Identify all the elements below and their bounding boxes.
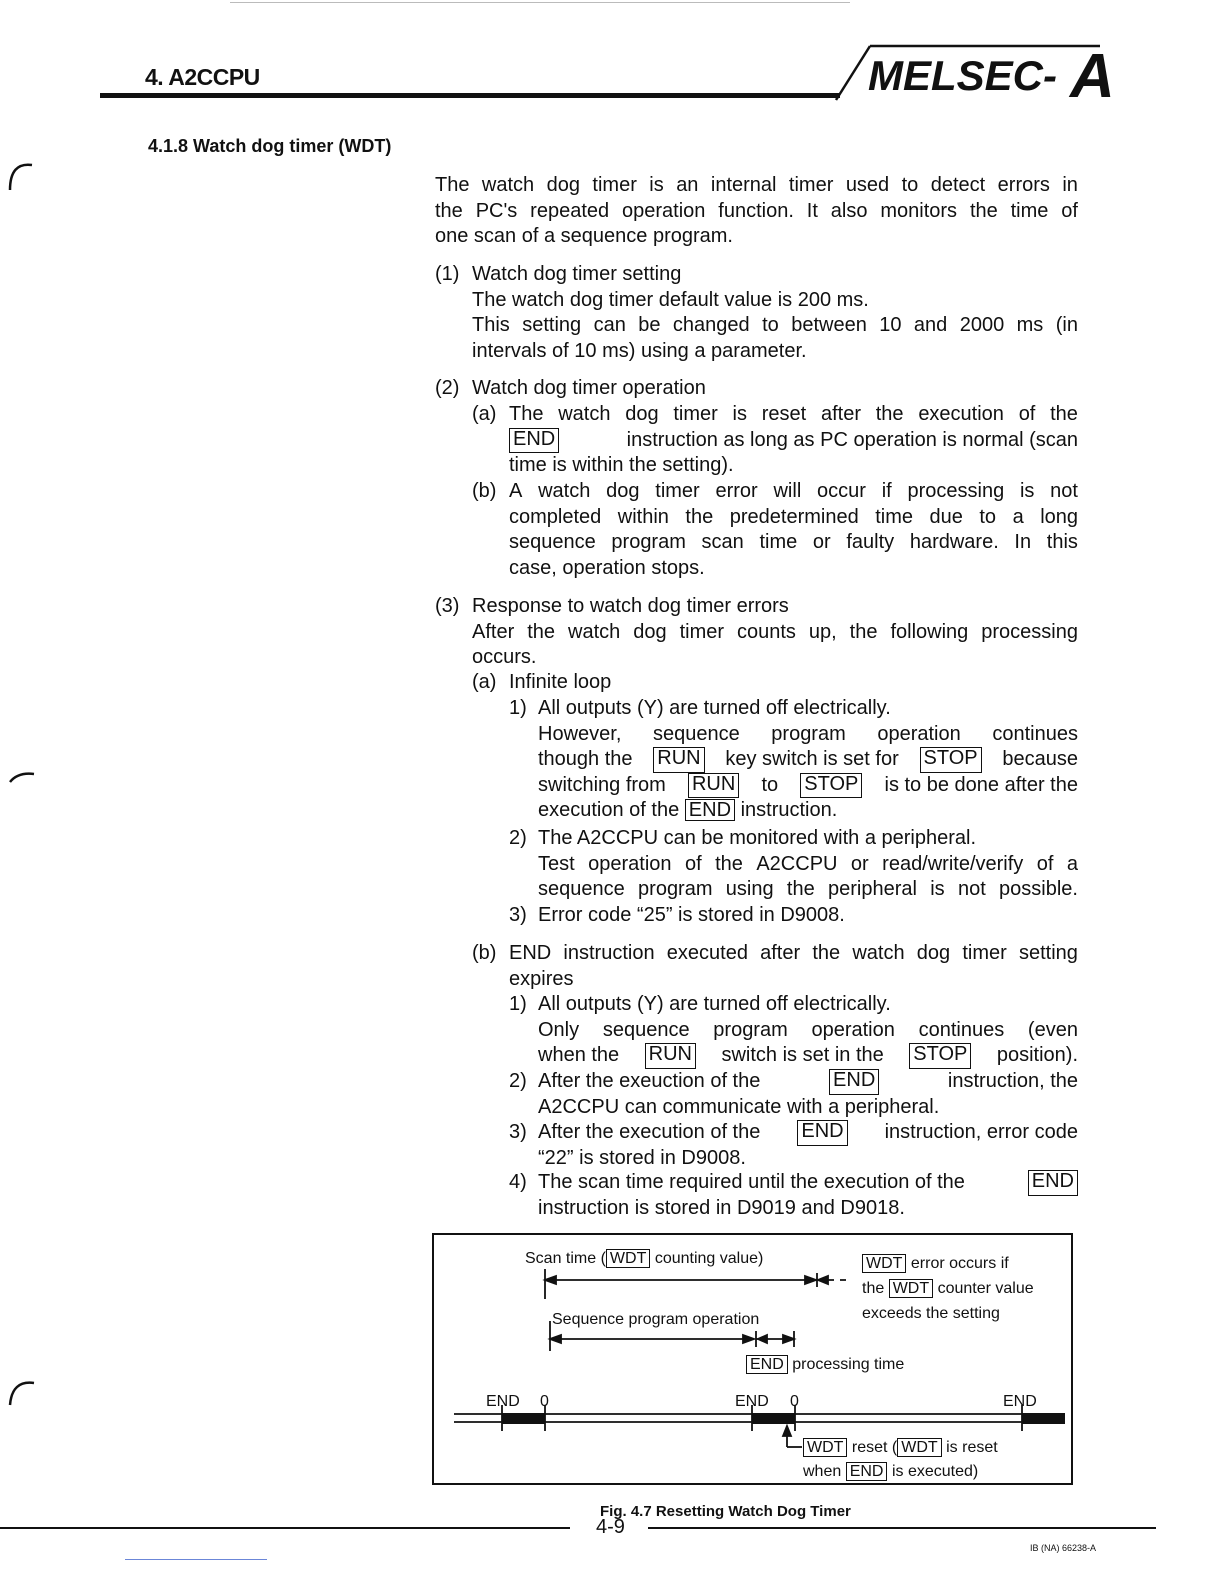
end-key-box: END: [685, 799, 735, 821]
item-3a-2-line: Test operation of the A2CCPU or read/write/verify of a: [538, 852, 1078, 875]
item-3-number: (3): [435, 595, 460, 617]
item-2b-line: A watch dog timer error will occur if processing is not: [509, 480, 1078, 502]
section-title: 4.1.8 Watch dog timer (WDT): [148, 136, 392, 156]
end-processing-label: END processing time: [746, 1355, 904, 1374]
item-2b-line: case, operation stops.: [509, 556, 705, 579]
scan-artifact-top: [230, 2, 850, 3]
end-processing-block-3: [1022, 1413, 1065, 1424]
wdt-box: WDT: [897, 1438, 941, 1457]
seq-arrow-head-right: [743, 1335, 754, 1343]
item-3-body: [472, 594, 1078, 671]
intro-line: The watch dog timer is an internal timer used to detect errors in: [435, 174, 1078, 196]
end-key-box: END: [797, 1120, 847, 1146]
run-key-box: RUN: [645, 1043, 696, 1069]
intro-line: the PC's repeated operation function. It also monitors the time of: [435, 199, 1078, 222]
item-3a-3-line: Error code “25” is stored in D9008.: [538, 904, 845, 926]
item-3b-4-body: [538, 1170, 1078, 1221]
brand-suffix: A: [1070, 42, 1115, 102]
run-key-box: RUN: [653, 747, 704, 773]
scan-artifact-bottom: [125, 1559, 267, 1560]
item-1-line: This setting can be changed to between 10 and 2000 ms (in: [472, 314, 1078, 337]
item-2a-line: END instruction as long as PC operation is normal (scan: [509, 428, 1078, 454]
binder-hole-mark-2: [0, 760, 50, 820]
wdt-reset-arrow-head: [783, 1426, 791, 1436]
item-2a-line: The watch dog timer is reset after the execution of the: [509, 403, 1078, 425]
run-key-box: RUN: [688, 773, 739, 799]
item-3b-title-line: expires: [509, 967, 574, 990]
item-3b-title-line: END instruction executed after the watch dog timer setting: [509, 942, 1078, 964]
wdt-error-note-line: the WDT counter value: [862, 1280, 1034, 1297]
wdt-box: WDT: [803, 1438, 847, 1457]
item-3a-1-body: [538, 696, 1078, 824]
stop-key-box: STOP: [909, 1043, 971, 1069]
item-3a-title: Infinite loop: [509, 671, 612, 693]
item-3b-2-line: A2CCPU can communicate with a peripheral.: [538, 1095, 940, 1118]
item-1-line: The watch dog timer default value is 200 ms.: [472, 288, 869, 311]
item-2-number: (2): [435, 377, 460, 399]
stop-key-box: STOP: [920, 747, 982, 773]
stop-key-box: STOP: [800, 773, 862, 799]
item-3a-1-line: However, sequence program operation continues: [538, 722, 1078, 745]
item-3a-2-line: The A2CCPU can be monitored with a peripheral.: [538, 827, 977, 849]
item-3b-3-line: After the execution of the END instruction, error code: [538, 1120, 1078, 1146]
item-3b-1-body: [538, 992, 1078, 1069]
wdt-error-note-line: WDT error occurs if: [862, 1251, 1034, 1276]
item-1-line: intervals of 10 ms) using a parameter.: [472, 339, 807, 362]
footer-rule-right: [648, 1527, 1156, 1529]
seq-op-label: Sequence program operation: [552, 1311, 760, 1328]
document-id: IB (NA) 66238-A: [1030, 1543, 1097, 1553]
scan-continue-arrow-head: [818, 1276, 828, 1284]
end-key-box: END: [1028, 1170, 1078, 1196]
item-2b-line: completed within the predetermined time due to a long: [509, 505, 1078, 528]
wdt-reset-note-line: when END is executed): [803, 1463, 979, 1480]
item-3b-label: (b): [472, 942, 497, 964]
item-3b-4-number: 4): [509, 1171, 527, 1193]
intro-line: one scan of a sequence program.: [435, 225, 733, 248]
item-2b-line: sequence program scan time or faulty hardware. In this: [509, 531, 1078, 554]
header-rule: [100, 93, 840, 98]
end-proc-arrow-head-left: [758, 1335, 767, 1343]
item-2a-label: (a): [472, 403, 497, 425]
figure-caption: Fig. 4.7 Resetting Watch Dog Timer: [600, 1503, 851, 1520]
wdt-reset-note-line: WDT reset ( WDT is reset: [803, 1436, 998, 1460]
item-3-title: Response to watch dog timer errors: [472, 595, 789, 617]
item-2a-line: time is within the setting).: [509, 454, 734, 477]
page-number: 4-9: [596, 1516, 625, 1538]
item-3a-1-line: switching from RUN to STOP is to be done after the: [538, 773, 1078, 799]
end-box: END: [846, 1462, 888, 1481]
item-3b-3-number: 3): [509, 1121, 527, 1143]
item-2b-label: (b): [472, 480, 497, 502]
axis-label-zero-1: 0: [540, 1393, 549, 1410]
item-3b-1-number: 1): [509, 993, 527, 1015]
end-box: END: [746, 1355, 788, 1374]
item-2a-body: [509, 402, 1078, 479]
axis-label-zero-2: 0: [790, 1393, 799, 1410]
item-3b-1-line: when the RUN switch is set in the STOP position).: [538, 1043, 1078, 1069]
item-3a-1-line: All outputs (Y) are turned off electrically.: [538, 697, 891, 719]
item-3a-1-line: execution of the END instruction.: [538, 799, 838, 822]
item-2-title: Watch dog timer operation: [472, 377, 706, 399]
item-3b-2-body: [538, 1069, 1078, 1120]
end-proc-arrow-head-right: [783, 1335, 794, 1343]
item-3-line: After the watch dog timer counts up, the following processing: [472, 620, 1078, 643]
item-3a-1-number: 1): [509, 697, 527, 719]
item-3a-3-number: 3): [509, 904, 527, 926]
wdt-error-note-line: exceeds the setting: [862, 1305, 1000, 1322]
item-3b-2-number: 2): [509, 1070, 527, 1092]
item-1-body: [472, 262, 1078, 364]
axis-label-end-1: END: [486, 1393, 520, 1410]
item-3b-3-body: [538, 1120, 1078, 1171]
item-3-line: occurs.: [472, 646, 537, 669]
item-3b-3-line: “22” is stored in D9008.: [538, 1146, 746, 1169]
axis-label-end-3: END: [1003, 1393, 1037, 1410]
seq-arrow-head-left: [550, 1335, 561, 1343]
scan-time-arrow-head-left: [545, 1276, 556, 1284]
item-3b-4-line: The scan time required until the execution of the END: [538, 1170, 1078, 1196]
item-1-title: Watch dog timer setting: [472, 263, 682, 285]
item-1-number: (1): [435, 263, 460, 285]
binder-hole-mark-1: [0, 160, 50, 220]
footer-rule-left: [0, 1527, 570, 1529]
item-3a-2-body: [538, 826, 1078, 903]
wdt-box: WDT: [606, 1249, 650, 1268]
item-2b-body: [509, 479, 1078, 581]
wdt-reset-note: [803, 1436, 998, 1484]
item-3b-title: [509, 941, 1078, 992]
melsec-a-logo: [830, 40, 1130, 102]
item-3b-1-line: Only sequence program operation continues (even: [538, 1018, 1078, 1041]
scan-time-arrow-head-right: [805, 1276, 816, 1284]
item-3b-2-line: After the exeuction of the END instruction, the: [538, 1069, 1078, 1095]
item-3b-1-line: All outputs (Y) are turned off electrically.: [538, 993, 891, 1015]
scan-time-label: Scan time ( WDT counting value): [525, 1250, 764, 1267]
binder-hole-mark-3: [0, 1375, 50, 1435]
item-3a-2-line: sequence program using the peripheral is not possible.: [538, 878, 1078, 901]
axis-label-end-2: END: [735, 1393, 769, 1410]
end-processing-block-2: [752, 1413, 795, 1424]
wdt-box: WDT: [889, 1279, 933, 1298]
wdt-error-note: [862, 1251, 1034, 1326]
end-processing-block-1: [502, 1413, 545, 1424]
intro-paragraph: [435, 173, 1078, 250]
item-3a-2-number: 2): [509, 827, 527, 849]
item-3a-1-line: though the RUN key switch is set for STOP because: [538, 747, 1078, 773]
wdt-box: WDT: [862, 1254, 906, 1273]
end-key-box: END: [509, 428, 559, 454]
item-3b-4-line: instruction is stored in D9019 and D9018.: [538, 1196, 905, 1219]
end-key-box: END: [829, 1069, 879, 1095]
chapter-heading: 4. A2CCPU: [145, 64, 260, 90]
brand-text: MELSEC-: [868, 52, 1057, 99]
item-3a-label: (a): [472, 671, 497, 693]
